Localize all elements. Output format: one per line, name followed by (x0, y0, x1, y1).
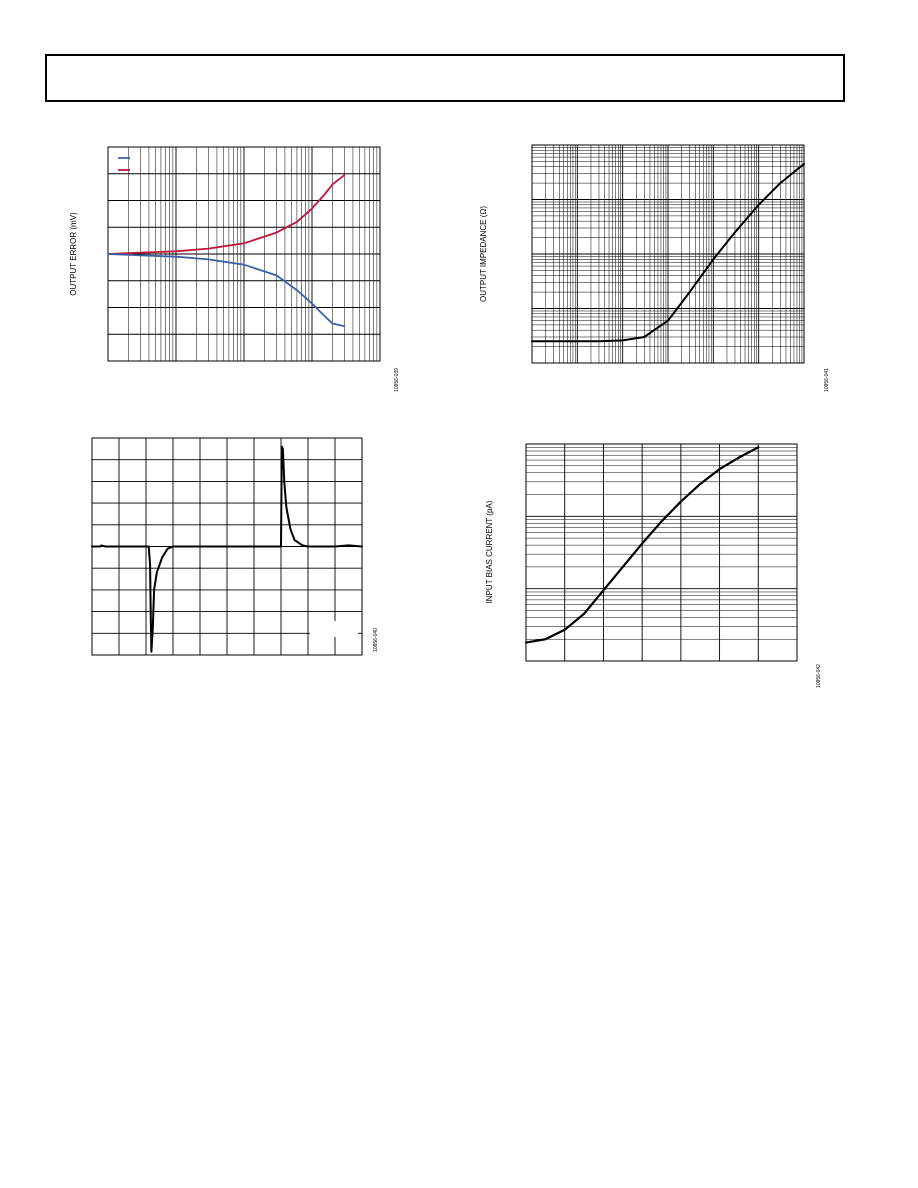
legend (118, 158, 130, 170)
output-impedance-chart (472, 140, 842, 400)
input-bias-current-chart (472, 430, 842, 700)
output-error-chart (60, 140, 400, 400)
figure-id: 10856-041 (824, 368, 830, 392)
y-axis-label: OUTPUT ERROR (mV) (69, 212, 78, 296)
page-header-box (45, 54, 845, 102)
chart-grid (532, 145, 804, 363)
y-axis-label: INPUT BIAS CURRENT (pA) (485, 500, 494, 604)
transient-response-chart (60, 430, 400, 670)
annotation-box (310, 621, 358, 637)
figure-id: 10856-039 (394, 368, 400, 392)
y-axis-label: OUTPUT IMPEDANCE (Ω) (479, 205, 488, 303)
figure-id: 10856-042 (816, 664, 822, 688)
figure-id: 10856-040 (373, 628, 379, 652)
